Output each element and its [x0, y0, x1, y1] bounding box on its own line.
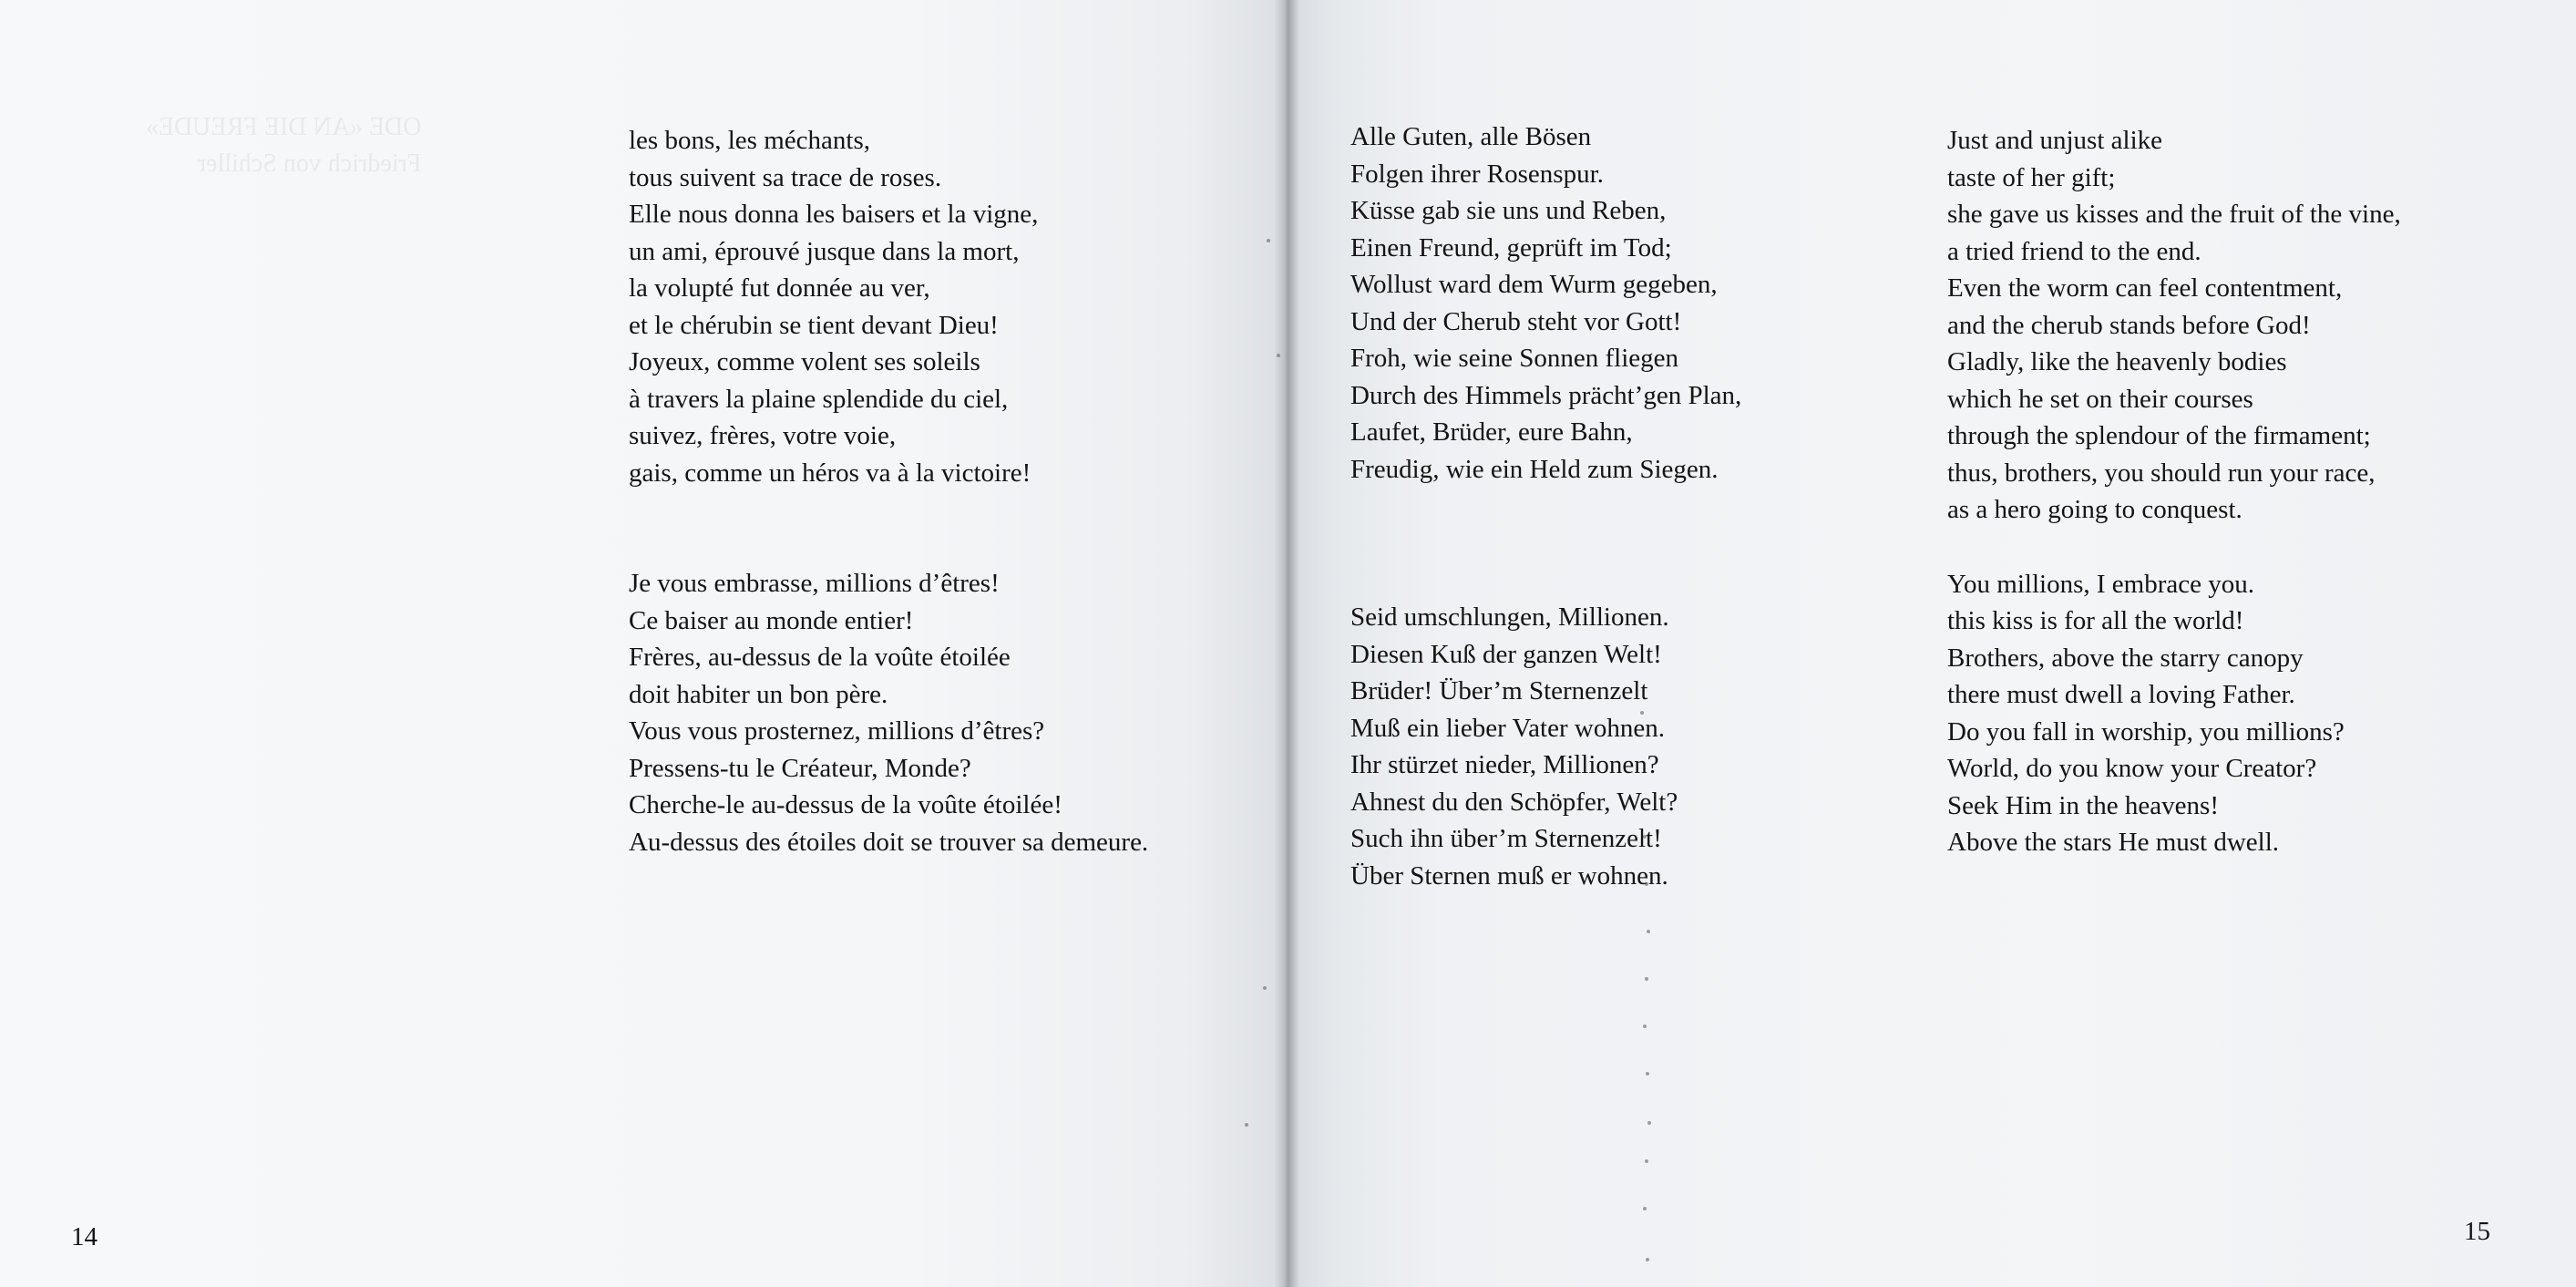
paper-speck	[1645, 1159, 1648, 1163]
verse-line: and the cherub stands before God!	[1947, 310, 2311, 340]
verse-line: Such ihn über’m Sternenzelt!	[1350, 824, 1662, 853]
verse-line: et le chérubin se tient devant Dieu!	[629, 310, 999, 340]
paper-speck	[1643, 1207, 1647, 1210]
verse-line: Elle nous donna les baisers et la vigne,	[629, 200, 1039, 229]
verse-line: there must dwell a loving Father.	[1947, 680, 2295, 709]
french-stanza-2	[629, 565, 1148, 860]
verse-line: Cherche-le au-dessus de la voûte étoilée!	[629, 790, 1062, 819]
page-number: 14	[71, 1222, 97, 1251]
verse-line: Just and unjust alike	[1947, 126, 2163, 155]
verse-line: she gave us kisses and the fruit of the vine,	[1947, 200, 2401, 229]
verse-line: taste of her gift;	[1947, 162, 2116, 192]
verse-line: Seek Him in the heavens!	[1947, 790, 2219, 820]
show-through-text: ODE «AN DIE FREUDE» Friedrich von Schiller	[146, 113, 422, 178]
paper-speck	[1647, 930, 1650, 933]
english-translation-column	[1947, 122, 2401, 861]
verse-line: suivez, frères, votre voie,	[629, 421, 897, 450]
english-stanza-2	[1947, 566, 2401, 861]
left-page	[0, 0, 1285, 1287]
verse-line: doit habiter un bon père.	[629, 679, 888, 709]
verse-line: Au-dessus des étoiles doit se trouver sa demeure.	[629, 827, 1149, 857]
german-stanza-1	[1350, 118, 1741, 488]
paper-speck	[1245, 1123, 1248, 1127]
verse-line: Küsse gab sie uns und Reben,	[1350, 196, 1667, 225]
french-stanza-1	[629, 122, 1148, 491]
verse-line: thus, brothers, you should run your race,	[1947, 458, 2376, 488]
english-stanza-1	[1947, 122, 2401, 529]
german-stanza-2	[1350, 599, 1741, 894]
verse-line: Joyeux, comme volent ses soleils	[629, 347, 980, 376]
verse-line: this kiss is for all the world!	[1947, 606, 2244, 635]
verse-line: les bons, les méchants,	[629, 126, 870, 155]
verse-line: Ahnest du den Schöpfer, Welt?	[1350, 787, 1678, 817]
verse-line: la volupté fut donnée au ver,	[629, 273, 930, 303]
verse-line: Laufet, Brüder, eure Bahn,	[1350, 417, 1633, 447]
verse-line: Und der Cherub steht vor Gott!	[1350, 306, 1682, 336]
verse-line: Durch des Himmels prächt’gen Plan,	[1350, 380, 1742, 410]
verse-line: which he set on their courses	[1947, 384, 2253, 414]
verse-line: Ihr stürzet nieder, Millionen?	[1350, 750, 1659, 779]
verse-line: gais, comme un héros va à la victoire!	[629, 458, 1031, 488]
verse-line: Brothers, above the starry canopy	[1947, 643, 2304, 673]
verse-line: tous suivent sa trace de roses.	[629, 162, 942, 192]
verse-line: World, do you know your Creator?	[1947, 754, 2317, 783]
paper-speck	[1643, 1024, 1647, 1028]
paper-speck	[1647, 1121, 1651, 1125]
binding-gutter	[1274, 0, 1299, 1287]
verse-line: Folgen ihrer Rosenspur.	[1350, 159, 1604, 189]
verse-line: Even the worm can feel contentment,	[1947, 273, 2343, 303]
verse-line: a tried friend to the end.	[1947, 236, 2201, 266]
paper-speck	[1267, 239, 1270, 242]
verse-line: Seid umschlungen, Millionen.	[1350, 602, 1669, 632]
verse-line: Above the stars He must dwell.	[1947, 828, 2280, 857]
german-original-column	[1350, 118, 1741, 894]
paper-speck	[1263, 986, 1267, 990]
verse-line: Brüder! Über’m Sternenzelt	[1350, 676, 1648, 705]
verse-line: à travers la plaine splendide du ciel,	[629, 384, 1009, 414]
paper-speck	[1645, 977, 1648, 981]
verse-line: as a hero going to conquest.	[1947, 495, 2242, 524]
verse-line: Do you fall in worship, you millions?	[1947, 716, 2345, 746]
verse-line: Freudig, wie ein Held zum Siegen.	[1350, 454, 1719, 484]
french-translation-column	[629, 122, 1148, 860]
verse-line: Über Sternen muß er wohnen.	[1350, 860, 1668, 891]
verse-line: Je vous embrasse, millions d’êtres!	[629, 569, 1000, 598]
verse-line: Vous vous prosternez, millions d’êtres?	[629, 716, 1045, 746]
verse-line: Einen Freund, geprüft im Tod;	[1350, 232, 1672, 263]
verse-line: Frères, au-dessus de la voûte étoilée	[629, 643, 1011, 672]
verse-line: Gladly, like the heavenly bodies	[1947, 347, 2287, 376]
verse-line: Ce baiser au monde entier!	[629, 605, 914, 635]
verse-line: Froh, wie seine Sonnen fliegen	[1350, 344, 1679, 373]
verse-line: Diesen Kuß der ganzen Welt!	[1350, 639, 1662, 669]
verse-line: Muß ein lieber Vater wohnen.	[1350, 713, 1665, 743]
paper-speck	[1646, 1072, 1649, 1076]
paper-speck	[1646, 1258, 1649, 1261]
verse-line: Pressens-tu le Créateur, Monde?	[629, 753, 971, 783]
verse-line: un ami, éprouvé jusque dans la mort,	[629, 236, 1020, 266]
verse-line: Alle Guten, alle Bösen	[1350, 122, 1592, 151]
verse-line: through the splendour of the firmament;	[1947, 421, 2371, 450]
verse-line: Wollust ward dem Wurm gegeben,	[1350, 270, 1718, 299]
page-number: 15	[2464, 1217, 2490, 1246]
verse-line: You millions, I embrace you.	[1947, 569, 2254, 599]
